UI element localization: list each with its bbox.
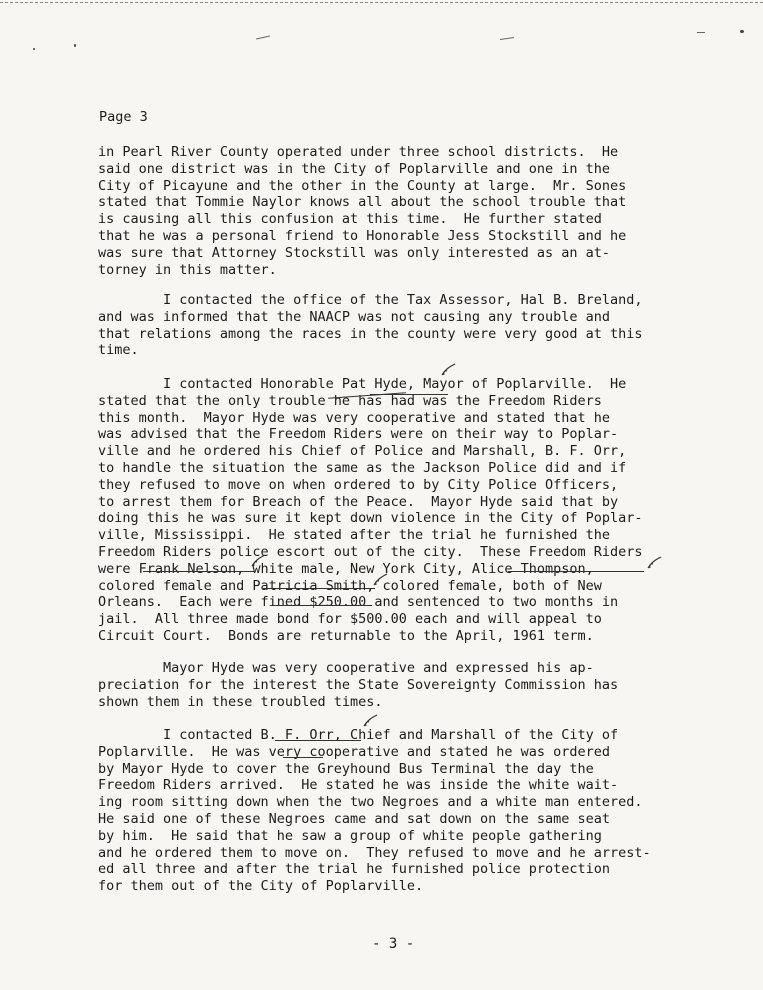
- underline-b-f-orr: [275, 740, 361, 741]
- top-edge-dash-line: [0, 2, 763, 3]
- underline-alice-thompson: [508, 571, 644, 572]
- check-mark-icon: [372, 573, 388, 587]
- paragraph-chief-orr: I contacted B. F. Orr, Chief and Marshall of the City of Poplarville. He was very cooperative and stated he was ordered by Mayor Hyde to cover the Greyhound Bus Terminal the day the Freedom Riders arrived. He stated he was inside the white wait- ing room sitting down when the two Negroes and a white man entered. He said one of these Negroes came and sat down on the same seat by him. He said that he saw a group of white people gathering and he ordered them to move on. They refused to move and he arrest- ed all three and after the trial he furnished police protection for them out of the City of Poplarville.: [98, 727, 651, 895]
- check-mark-icon: [250, 554, 266, 568]
- scan-mark: [500, 37, 514, 40]
- scan-speck: [74, 44, 76, 47]
- scan-speck: [33, 48, 35, 50]
- scan-speck: [740, 30, 744, 33]
- paragraph-mayor-appreciation: Mayor Hyde was very cooperative and expressed his ap- preciation for the interest the State Sovereignty Commission has shown them in these troubled times.: [98, 660, 619, 710]
- underline-patricia-smith: [263, 588, 375, 589]
- scan-mark: [697, 32, 705, 33]
- paragraph-school-districts: in Pearl River County operated under three school districts. He said one district was in the City of Poplarville and one in the City of Picayune and the other in the County at large. Mr. Sones stated that Tommie Naylor knows all about the school trouble that is causing all this confusion at this time. He further stated that he was a personal friend to Honorable Jess Stockstill and he was sure that Attorney Stockstill was only interested as an at- torney in this matter.: [98, 144, 627, 278]
- paragraph-mayor-hyde: I contacted Honorable Pat Hyde, Mayor of Poplarville. He stated that the only trouble he has had was the Freedom Riders this month. Mayor Hyde was very cooperative and stated that he was advised that the Freedom Riders were on their way to Poplar- ville and he ordered his Chief of Police and Marshall, B. F. Orr, to handle the situation the same as the Jackson Police did and if they refused to move on when ordered to by City Police Officers, to arrest them for Breach of the Peace. Mayor Hyde said that by doing this he was sure it kept down violence in the City of Poplar- ville, Mississippi. He stated after the trial he furnished the Freedom Riders police escort out of the city. These Freedom Riders were Frank Nelson, white male, New York City, Alice Thompson, colored female and Patricia Smith, colored female, both of New Orleans. Each were fined $250.00 and sentenced to two months in jail. All three made bond for $500.00 each and will appeal to Circuit Court. Bonds are returnable to the April, 1961 term.: [98, 376, 643, 644]
- check-mark-icon: [362, 714, 378, 728]
- underline-was: [283, 757, 323, 758]
- page-number-footer: - 3 -: [372, 936, 415, 952]
- page-label: Page 3: [99, 109, 148, 125]
- underline-fined: [276, 605, 372, 606]
- check-mark-icon: [646, 556, 662, 570]
- scan-mark: [256, 36, 270, 40]
- paragraph-tax-assessor: I contacted the office of the Tax Assessor, Hal B. Breland, and was informed that the NAACP was not causing any trouble and that relations among the races in the county were very good at this time.: [98, 292, 643, 359]
- check-mark-icon: [440, 363, 456, 377]
- underline-frank-nelson: [143, 571, 255, 572]
